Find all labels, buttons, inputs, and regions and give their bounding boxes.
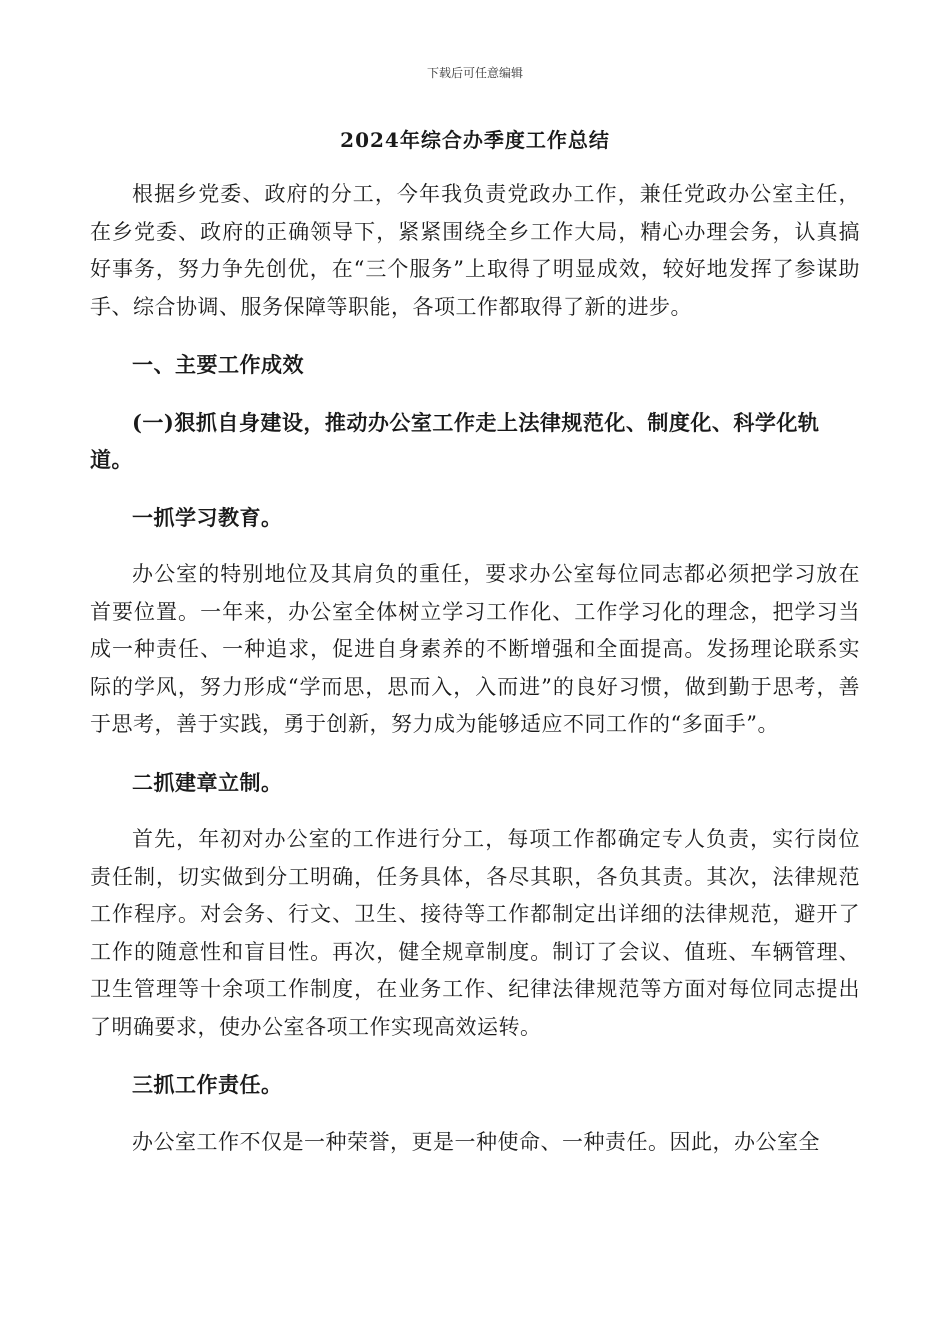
item-body-3: 办公室工作不仅是一种荣誉，更是一种使命、一种责任。因此，办公室全	[132, 1129, 820, 1154]
page-header: 下载后可任意编辑	[426, 66, 523, 80]
item-body-1: 办公室的特别地位及其肩负的重任，要求办公室每位同志都必须把学习放在首要位置。一年来，办公室全体树立学习工作化、工作学习化的理念，把学习当成一种责任、一种追求，促进自身素养的不断增强和全面提高。发扬理论联系实际的学风，努力形成“学而思，思而入，入而进”的良好习惯，做到勤于思考，善于思考，善于实践，勇于创新，努力成为能够适应不同工作的“多面手”。	[90, 562, 860, 736]
subsection-heading-1: (一)狠抓自身建设，推动办公室工作走上法律规范化、制度化、科学化轨道。	[90, 409, 820, 472]
section-heading-1: 一、主要工作成效	[132, 352, 304, 377]
intro-paragraph: 根据乡党委、政府的分工，今年我负责党政办工作，兼任党政办公室主任，在乡党委、政府的正确领导下，紧紧围绕全乡工作大局，精心办理会务，认真搞好事务，努力争先创优，在“三个服务”上取得了明显成效，较好地发挥了参谋助手、综合协调、服务保障等职能，各项工作都取得了新的进步。	[90, 182, 860, 319]
item-heading-3: 三抓工作责任。	[132, 1072, 283, 1097]
item-body-2: 首先，年初对办公室的工作进行分工，每项工作都确定专人负责，实行岗位责任制，切实做到分工明确，任务具体，各尽其职，各负其责。其次，法律规范工作程序。对会务、行文、卫生、接待等工作都制定出详细的法律规范，避开了工作的随意性和盲目性。再次，健全规章制度。制订了会议、值班、车辆管理、卫生管理等十余项工作制度，在业务工作、纪律法律规范等方面对每位同志提出了明确要求，使办公室各项工作实现高效运转。	[90, 827, 860, 1039]
document-body	[90, 176, 860, 1161]
item-heading-1: 一抓学习教育。	[132, 504, 283, 530]
item-heading-2: 二抓建章立制。	[132, 769, 283, 795]
document-title: 2024年综合办季度工作总结	[340, 128, 610, 152]
